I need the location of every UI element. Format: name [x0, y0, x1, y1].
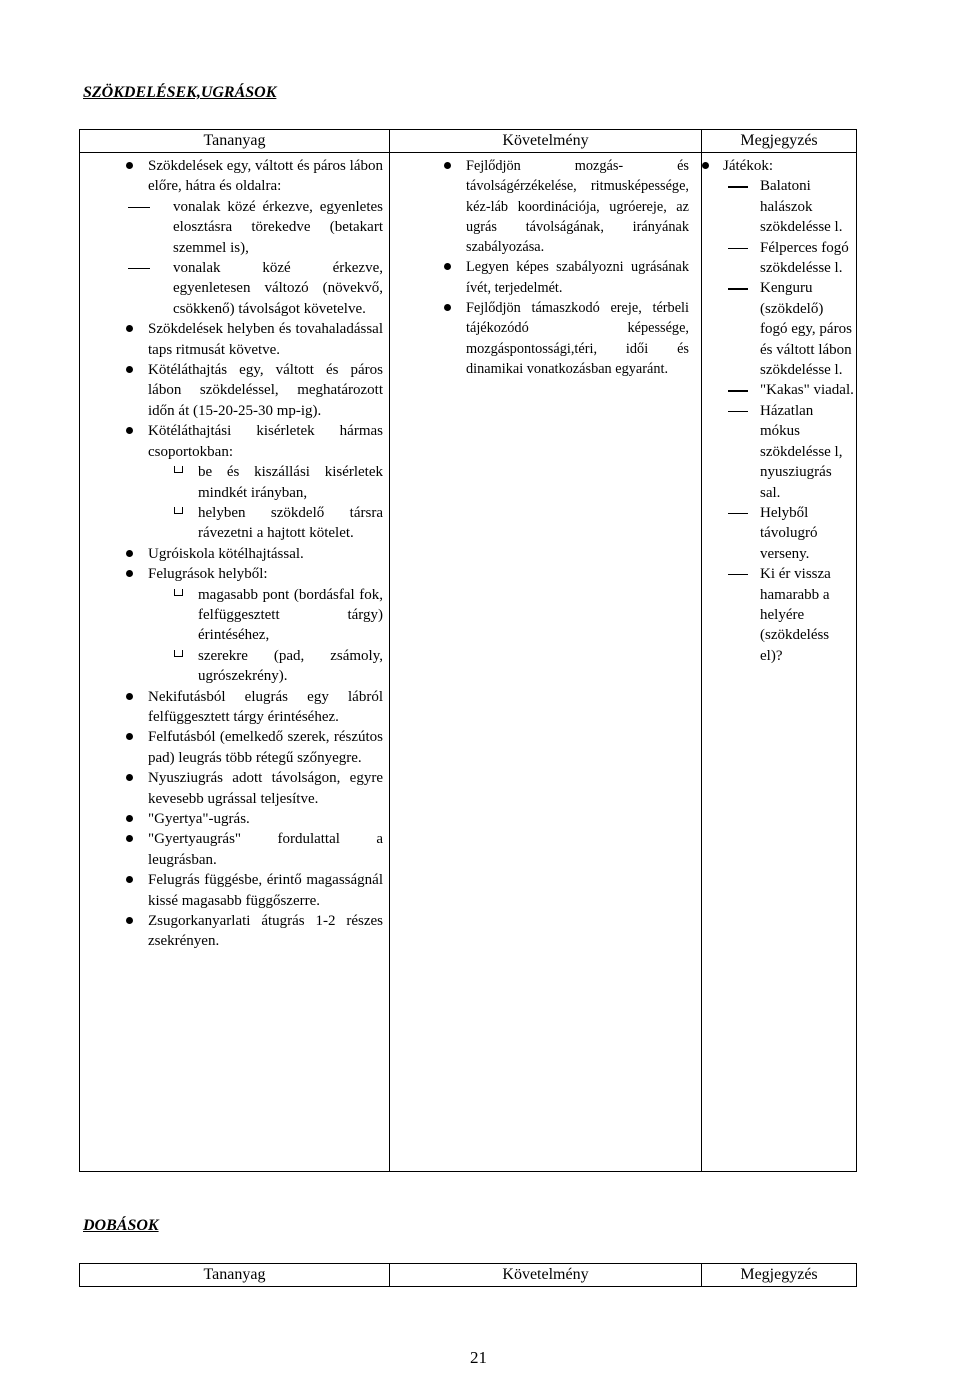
- header-tananyag: Tananyag: [80, 1264, 390, 1287]
- list-item: Félperces fogó szökdelésse l.: [757, 238, 854, 279]
- list-item: "Gyertyaugrás" fordulattal a leugrásban.: [148, 829, 383, 870]
- sub-item: vonalak közé érkezve, egyenletesen változó (növekvő, csökkenő) távolságot követelve.: [148, 258, 383, 319]
- list-item: Házatlan mókus szökdelésse l, nyusziugrás sal.: [757, 401, 854, 503]
- tananyag-cell: [80, 153, 390, 1172]
- header-tananyag: Tananyag: [80, 130, 390, 153]
- sub-item: be és kiszállási kisérletek mindkét irányban,: [198, 462, 383, 503]
- item-text: Kötéláthajtási kisérletek hármas csoportokban:: [148, 423, 383, 460]
- list-item: Helyből távolugró verseny.: [757, 503, 854, 564]
- list-item: Kötéláthajtás egy, váltott és páros lábon szökdeléssel, meghatározott időn át (15-20-25-30 mp-ig).: [148, 360, 383, 421]
- kovetelmeny-cell: [390, 153, 702, 1172]
- sub-item: szerekre (pad, zsámoly, ugrószekrény).: [198, 646, 383, 687]
- list-item: Fejlődjön mozgás- és távolságérzékelése, ritmusképessége, kéz-láb koordinációja, ugróereje, az ugrás távolságának, irányának szabályozása.: [466, 156, 689, 257]
- sub-item: magasabb pont (bordásfal fok, felfüggesztett tárgy) érintéséhez,: [198, 585, 383, 646]
- item-text: Felugrások helyből:: [148, 566, 268, 583]
- header-kovetelmeny: Követelmény: [390, 1264, 702, 1287]
- list-item: Felugrás függésbe, érintő magasságnál kissé magasabb függőszerre.: [148, 870, 383, 911]
- list-item: Szökdelések helyben és tovahaladással taps ritmusát követve.: [148, 319, 383, 360]
- section-title-szokdelesek: SZÖKDELÉSEK,UGRÁSOK: [83, 84, 277, 101]
- list-item: Ki ér vissza hamarabb a helyére (szökdeléss el)?: [757, 564, 854, 666]
- list-item: "Kakas" viadal.: [757, 380, 854, 400]
- table-row: [80, 153, 857, 1172]
- list-item: Fejlődjön támaszkodó ereje, térbeli tájékozódó képessége, mozgáspontossági,téri, idői és dinamikai vonatkozásban egyaránt.: [466, 298, 689, 379]
- list-item: "Gyertya"-ugrás.: [148, 809, 383, 829]
- list-item: Legyen képes szabályozni ugrásának ívét, terjedelmét.: [466, 257, 689, 298]
- table-header-row: [80, 1264, 857, 1287]
- list-item: Ugróiskola kötélhajtással.: [148, 544, 383, 564]
- list-item: Nekifutásból elugrás egy lábról felfüggesztett tárgy érintéséhez.: [148, 687, 383, 728]
- megjegyzes-cell: [702, 153, 857, 1172]
- header-megjegyzes: Megjegyzés: [702, 1264, 857, 1287]
- page-number: 21: [470, 1348, 487, 1367]
- header-megjegyzes: Megjegyzés: [702, 130, 857, 153]
- sub-item: helyben szökdelő társra rávezetni a hajtott kötelet.: [198, 503, 383, 544]
- header-kovetelmeny: Követelmény: [390, 130, 702, 153]
- list-item: [148, 564, 383, 686]
- table-header-row: [80, 130, 857, 153]
- list-item: [148, 421, 383, 543]
- curriculum-table-jumping: [79, 129, 857, 1172]
- section-title-dobasok: DOBÁSOK: [83, 1217, 159, 1234]
- curriculum-table-throwing: [79, 1263, 857, 1287]
- games-title: Játékok:: [723, 156, 854, 176]
- item-text: Szökdelések egy, váltott és páros lábon előre, hátra és oldalra:: [148, 158, 383, 195]
- list-item: [148, 156, 383, 319]
- sub-item: vonalak közé érkezve, egyenletes elosztásra törekedve (betakart szemmel is),: [148, 197, 383, 258]
- list-item: Nyusziugrás adott távolságon, egyre kevesebb ugrással teljesítve.: [148, 768, 383, 809]
- list-item: Felfutásból (emelkedő szerek, részútos pad) leugrás több rétegű szőnyegre.: [148, 727, 383, 768]
- list-item: Zsugorkanyarlati átugrás 1-2 részes zsekrényen.: [148, 911, 383, 952]
- list-item: Kenguru (szökdelő) fogó egy, páros és váltott lábon szökdelésse l.: [757, 278, 854, 380]
- list-item: Balatoni halászok szökdelésse l.: [757, 176, 854, 237]
